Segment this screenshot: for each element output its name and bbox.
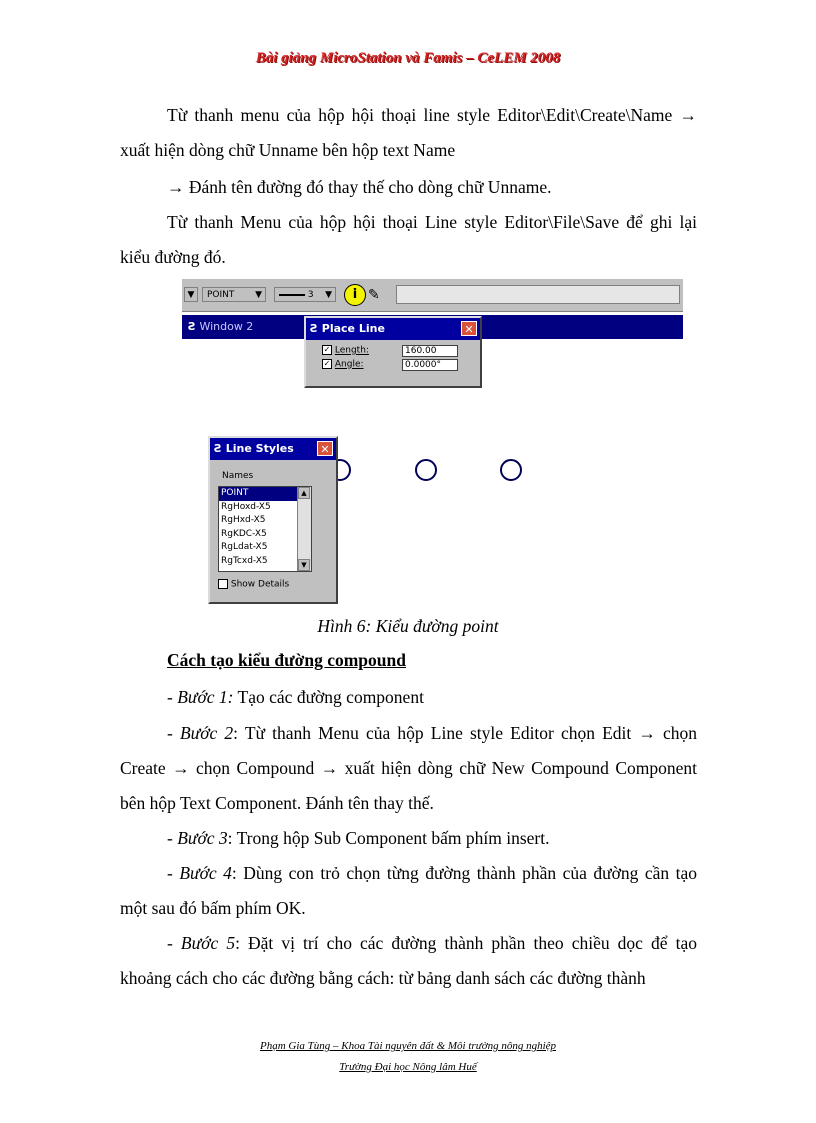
step-5: - Bước 5: Đặt vị trí cho các đường thành phần theo chiều dọc để tạo khoảng cách cho các đường bằng cách: từ bảng danh sách các đường thành: [120, 933, 697, 988]
microstation-icon: Ƨ: [188, 320, 196, 333]
step-text: : Trong hộp Sub Component bấm phím insert.: [227, 828, 550, 848]
paragraph-2: → Đánh tên đường đó thay thế cho dòng chữ Unname.: [167, 177, 552, 197]
point-symbol: [415, 459, 437, 481]
info-icon[interactable]: i: [344, 284, 366, 306]
line-weight-select[interactable]: [274, 287, 336, 302]
page-header: Bài giảng MicroStation và Famis – CeLEM 2008: [255, 50, 561, 66]
section-title: Cách tạo kiểu đường compound: [167, 650, 406, 670]
step-text: : Dùng con trỏ chọn từng đường thành phần của đường cần tạo một sau đó bấm phím OK.: [120, 863, 697, 918]
step-1: - Bước 1: Tạo các đường component: [167, 687, 424, 707]
place-line-dialog: [304, 316, 482, 388]
names-label: Names: [222, 471, 254, 481]
close-icon[interactable]: ✕: [317, 441, 333, 456]
paragraph-1: Từ thanh menu của hộp hội thoại line style Editor\Edit\Create\Name → xuất hiện dòng chữ Unname bên hộp text Name: [120, 105, 697, 160]
weight-line-icon: [279, 294, 305, 296]
show-details-checkbox[interactable]: [218, 579, 228, 589]
chevron-down-icon: ▼: [325, 290, 332, 300]
footer-author: Phạm Gia Tùng – Khoa Tài nguyên đất & Môi trường nông nghiệp: [259, 1040, 557, 1052]
line-styles-dialog: [208, 436, 338, 604]
line-weight-value: 3: [307, 290, 314, 300]
microstation-icon: Ƨ: [214, 442, 222, 455]
length-input[interactable]: 160.00: [402, 345, 458, 357]
step-label: Bước 2: [179, 723, 234, 743]
step-text: : Từ thanh Menu của hộp Line style Editor chọn Edit → chọn Create → chọn Compound → xuất hiện dòng chữ New Compound Component bên hộp Text Component. Đánh tên thay thế.: [120, 723, 698, 813]
figure-caption: Hình 6: Kiểu đường point: [317, 616, 499, 636]
key-in-field[interactable]: [396, 285, 680, 304]
place-line-titlebar: [306, 318, 480, 340]
list-item[interactable]: RgLdat-X5: [221, 542, 268, 552]
figure-screenshot: [182, 279, 683, 604]
list-item[interactable]: RgTcxd-X5: [221, 555, 268, 566]
step-label: Bước 5: [180, 933, 236, 953]
length-checkbox[interactable]: ✓: [323, 345, 331, 354]
line-styles-list[interactable]: [218, 486, 312, 572]
scroll-up-icon[interactable]: ▲: [298, 487, 310, 499]
toolbar: [182, 279, 683, 312]
line-styles-titlebar: [210, 438, 336, 460]
step-label: Bước 3: [177, 828, 228, 848]
footer-university: Trường Đại học Nông lâm Huế: [339, 1061, 477, 1073]
step-text: : Đặt vị trí cho các đường thành phần theo chiều dọc để tạo khoảng cách cho các đường bằng cách: từ bảng danh sách các đường thành: [120, 933, 697, 988]
length-label: Length:: [334, 345, 369, 356]
step-3: - Bước 3: Trong hộp Sub Component bấm phím insert.: [167, 828, 550, 848]
step-text: Tạo các đường component: [233, 687, 424, 707]
close-icon[interactable]: ✕: [461, 321, 477, 336]
step-label: Bước 4: [179, 863, 232, 883]
step-2: - Bước 2: Từ thanh Menu của hộp Line style Editor chọn Edit → chọn Create → chọn Compound → xuất hiện dòng chữ New Compound Component bên hộp Text Component. Đánh tên thay thế.: [120, 723, 698, 813]
list-item[interactable]: RgHoxd-X5: [221, 501, 271, 512]
pencil-icon[interactable]: ✎: [368, 287, 380, 303]
line-styles-title: Line Styles: [225, 442, 294, 455]
angle-label: Angle:: [334, 359, 364, 370]
list-item[interactable]: RgKDC-X5: [221, 528, 267, 539]
view-window-title: Window 2: [199, 320, 254, 333]
list-scrollbar[interactable]: [297, 487, 311, 571]
line-style-value: POINT: [207, 290, 235, 300]
list-item[interactable]: POINT: [219, 487, 311, 501]
scroll-down-icon[interactable]: ▼: [298, 559, 310, 571]
chevron-down-icon: ▼: [255, 290, 262, 300]
place-line-title: Place Line: [321, 322, 385, 335]
angle-input[interactable]: 0.0000°: [402, 359, 458, 371]
point-symbol: [500, 459, 522, 481]
step-4: - Bước 4: Dùng con trỏ chọn từng đường thành phần của đường cần tạo một sau đó bấm phím OK.: [120, 863, 697, 918]
microstation-icon: Ƨ: [310, 322, 318, 335]
angle-checkbox[interactable]: ✓: [323, 359, 331, 368]
step-label: Bước 1:: [177, 687, 234, 707]
show-details-label: Show Details: [230, 579, 290, 590]
paragraph-3: Từ thanh Menu của hộp hội thoại Line style Editor\File\Save để ghi lại kiểu đường đó.: [120, 212, 697, 267]
line-style-select[interactable]: [202, 287, 266, 302]
dropdown-arrow-icon[interactable]: ▼: [184, 287, 198, 302]
list-item[interactable]: RgHxd-X5: [221, 515, 266, 525]
